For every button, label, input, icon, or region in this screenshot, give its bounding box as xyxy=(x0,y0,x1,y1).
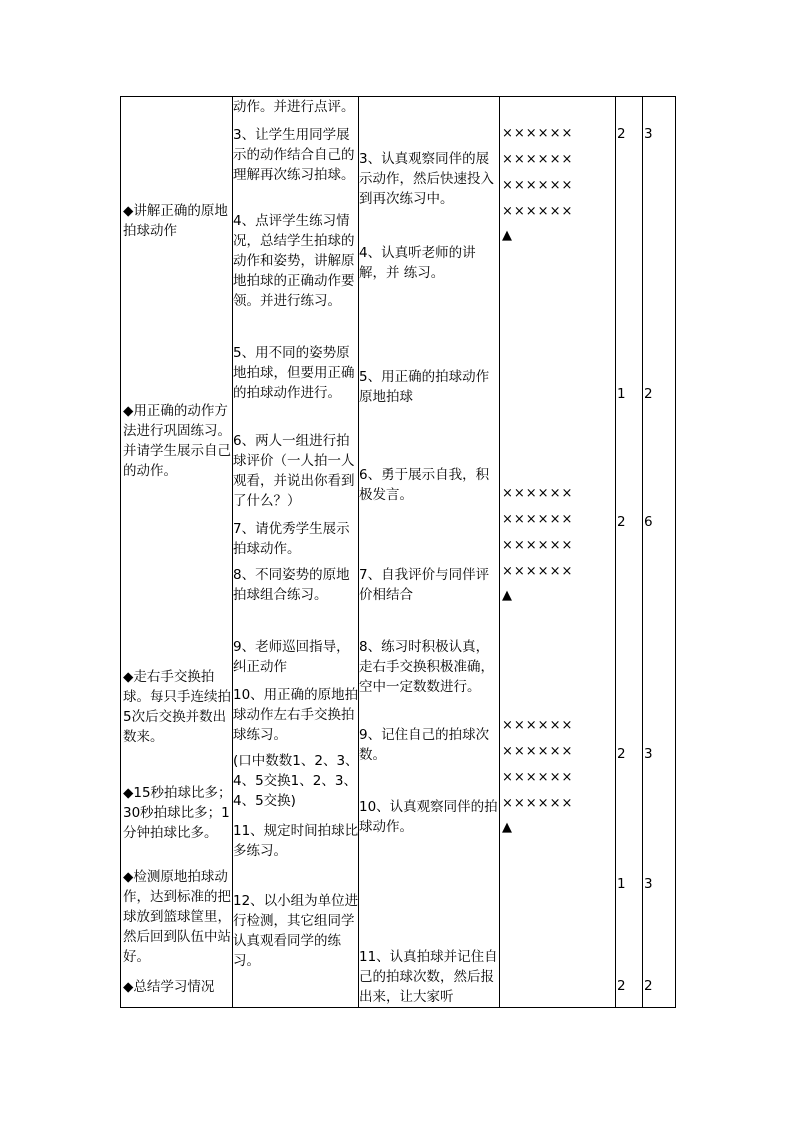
time-value: 3 xyxy=(644,126,653,142)
teacher-activity: (口中数数1、2、3、4、5交换1、2、3、4、5交换) xyxy=(233,753,359,809)
formation-row: ×××××× xyxy=(502,204,574,219)
teacher-activity: 10、用正确的原地拍球动作左右手交换拍球练习。 xyxy=(233,687,359,743)
count-value: 1 xyxy=(617,876,626,892)
formation-diagram xyxy=(502,481,616,607)
student-activity: 9、记住自己的拍球次数。 xyxy=(359,727,490,763)
time-value: 6 xyxy=(644,514,653,530)
time-value: 3 xyxy=(644,746,653,762)
count-value: 2 xyxy=(617,978,626,994)
teacher-activity: 9、老师巡回指导，纠正动作 xyxy=(233,639,350,675)
formation-row: ×××××× xyxy=(502,126,574,141)
formation-row: ×××××× xyxy=(502,486,574,501)
count-value: 2 xyxy=(617,126,626,142)
formation-row: ×××××× xyxy=(502,796,574,811)
teacher-activity: 7、请优秀学生展示拍球动作。 xyxy=(233,521,350,557)
formation-row: ×××××× xyxy=(502,718,574,733)
count-value: 2 xyxy=(617,514,626,530)
teacher-activity: 8、不同姿势的原地拍球组合练习。 xyxy=(233,567,350,603)
teacher-activity: 11、规定时间拍球比多练习。 xyxy=(233,823,359,859)
student-activity: 11、认真拍球并记住自己的拍球次数，然后报出来，让大家听 xyxy=(359,949,498,1005)
teacher-activity: 6、两人一组进行拍球评价（一人拍一人观看，并说出你看到了什么？） xyxy=(233,433,355,509)
teacher-triangle-icon: ▲ xyxy=(502,588,513,603)
formation-diagram xyxy=(502,121,616,247)
formation-row: ×××××× xyxy=(502,152,574,167)
teacher-activity: 5、用不同的姿势原地拍球，但要用正确的拍球动作进行。 xyxy=(233,345,355,401)
teacher-triangle-icon: ▲ xyxy=(502,228,513,243)
teacher-activity: 12、以小组为单位进行检测，其它组同学认真观看同学的练习。 xyxy=(233,893,359,969)
student-activity: 4、认真听老师的讲解，并 练习。 xyxy=(359,245,476,281)
student-activity: 6、勇于展示自我，积极发言。 xyxy=(359,467,490,503)
content-cell: ◆检测原地拍球动作，达到标准的把球放到篮球筐里，然后回到队伍中站好。 xyxy=(123,869,231,965)
column-divider xyxy=(499,97,500,1007)
formation-row: ×××××× xyxy=(502,538,574,553)
teacher-activity: 3、让学生用同学展示的动作结合自己的理解再次练习拍球。 xyxy=(233,127,355,183)
formation-row: ×××××× xyxy=(502,512,574,527)
formation-diagram xyxy=(502,713,616,839)
formation-row: ×××××× xyxy=(502,744,574,759)
student-activity: 10、认真观察同伴的拍球动作。 xyxy=(359,799,498,835)
time-value: 3 xyxy=(644,876,653,892)
teacher-activity: 4、点评学生练习情况，总结学生拍球的动作和姿势，讲解原地拍球的正确动作要领。并进行练习。 xyxy=(233,213,355,309)
time-value: 2 xyxy=(644,386,653,402)
time-value: 2 xyxy=(644,978,653,994)
count-value: 2 xyxy=(617,746,626,762)
formation-row: ×××××× xyxy=(502,564,574,579)
content-cell: ◆走右手交换拍球。每只手连续拍5次后交换并数出数来。 xyxy=(123,669,231,745)
content-cell: ◆15秒拍球比多；30秒拍球比多；1分钟拍球比多。 xyxy=(123,785,232,841)
student-activity: 5、用正确的拍球动作原地拍球 xyxy=(359,369,490,405)
teacher-triangle-icon: ▲ xyxy=(502,820,513,835)
count-value: 1 xyxy=(617,386,626,402)
formation-row: ×××××× xyxy=(502,178,574,193)
student-activity: 8、练习时积极认真，走右手交换积极准确，空中一定数数进行。 xyxy=(359,639,494,695)
student-activity: 3、认真观察同伴的展示动作，然后快速投入到再次练习中。 xyxy=(359,151,494,207)
content-cell: ◆总结学习情况 xyxy=(123,979,215,995)
lesson-plan-table xyxy=(120,96,676,1008)
teacher-activity: 动作。并进行点评。 xyxy=(233,99,355,115)
content-cell: ◆讲解正确的原地拍球动作 xyxy=(123,203,228,239)
content-cell: ◆用正确的动作方法进行巩固练习。并请学生展示自己的动作。 xyxy=(123,403,231,479)
formation-row: ×××××× xyxy=(502,770,574,785)
column-divider xyxy=(642,97,643,1007)
student-activity: 7、自我评价与同伴评价相结合 xyxy=(359,567,490,603)
